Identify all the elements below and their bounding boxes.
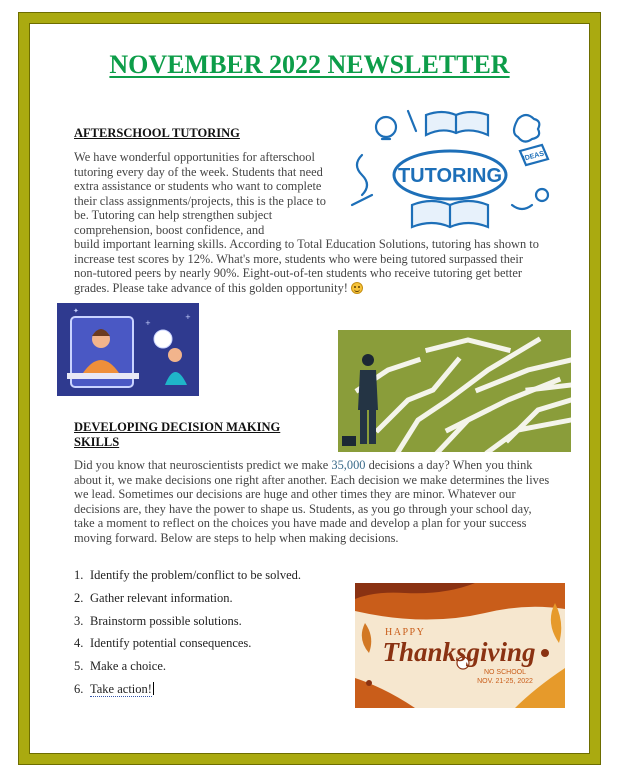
tutoring-illustration <box>342 105 558 235</box>
ideas-word: IDEAS <box>522 150 545 163</box>
decision-intro-after: decisions a day? When you think about it, we make decisions one right after another. Each decision we make determines the lives we lead. Sometimes our decisions are huge and other times they are minor. Whatever our decisions are, they have the power to shape us. Students, as you go through your school day, take a moment to reflect on the choices you have made and develop a plan for your success moving forward. Below are steps to help when making decisions. <box>74 458 550 545</box>
thanksgiving-script-text: Thanksgiving <box>382 637 536 667</box>
happy-text: HAPPY <box>385 627 426 638</box>
step-text: Identify potential consequences. <box>90 636 252 651</box>
no-school-text: NO SCHOOL <box>483 669 527 676</box>
step-text: Brainstorm possible solutions. <box>90 613 242 628</box>
list-item <box>74 681 301 704</box>
smiling-face-icon <box>351 282 363 294</box>
decision-heading-line2: SKILLS <box>74 435 120 449</box>
thanksgiving-banner <box>355 583 565 708</box>
decision-steps-list <box>74 567 301 704</box>
tutoring-word: TUTORING <box>397 165 503 187</box>
text-cursor <box>153 682 154 695</box>
decision-heading-line1: DEVELOPING DECISION MAKING <box>74 420 281 434</box>
online-teacher-illustration <box>57 303 199 396</box>
tutoring-paragraph-part1: We have wonderful opportunities for afterschool tutoring every day of the week. Students that need extra assistance or students who want to complete their class assignments/projects, this is the place to be. Tutoring can help strengthen subject comprehension, boost confidence, and <box>74 150 326 237</box>
maze-decision-illustration <box>338 330 571 452</box>
step-number: 3. <box>74 613 84 628</box>
step-number: 2. <box>74 590 84 605</box>
step-text: Identify the problem/conflict to be solved. <box>90 568 302 582</box>
step-number: 6. <box>74 681 84 696</box>
decision-intro-before: Did you know that neuroscientists predict we make <box>74 458 332 472</box>
list-item <box>74 635 301 658</box>
svg-text:+: + <box>145 319 151 327</box>
list-item <box>74 590 301 613</box>
decision-count-number: 35,000 <box>331 458 366 472</box>
tutoring-paragraph-part2 <box>74 237 544 295</box>
svg-text:+: + <box>185 313 191 321</box>
holiday-dates-text: NOV. 21-25, 2022 <box>477 678 533 685</box>
step-text: Gather relevant information. <box>90 590 233 605</box>
decision-paragraph <box>74 458 552 546</box>
svg-text:✦: ✦ <box>73 307 79 315</box>
tutoring-heading: AFTERSCHOOL TUTORING <box>74 126 240 140</box>
list-item <box>74 613 301 636</box>
step-number: 1. <box>74 568 84 582</box>
step-number: 4. <box>74 636 84 651</box>
list-item <box>74 567 301 590</box>
newsletter-title: NOVEMBER 2022 NEWSLETTER <box>109 50 510 79</box>
list-item <box>74 658 301 681</box>
step-number: 5. <box>74 659 84 674</box>
tutoring-paragraph-text: build important learning skills. According to Total Education Solutions, tutoring has shown to increase test scores by 12%. What's more, students who were being tutored surpassed their non-tutored peers by nearly 90%. Eight-out-of-ten students who receive tutoring get better grades. Please take advance of this golden opportunity! <box>74 237 539 295</box>
step-text-take-action[interactable]: Take action! <box>90 681 152 696</box>
step-text: Make a choice. <box>90 659 167 674</box>
